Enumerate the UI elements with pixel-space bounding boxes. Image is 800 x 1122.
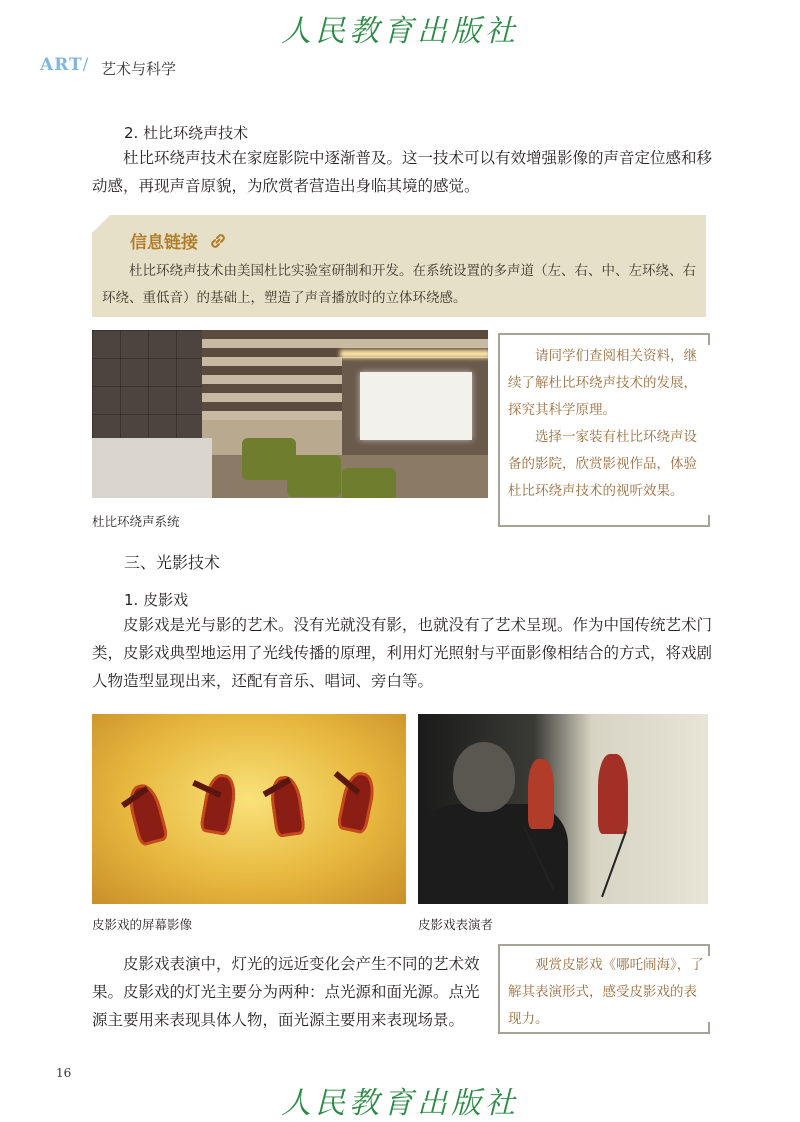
theater-light-strip xyxy=(340,350,488,358)
figure-caption-performer: 皮影戏表演者 xyxy=(418,917,494,932)
dolby-heading: 2. 杜比环绕声技术 xyxy=(124,124,249,142)
publisher-logo-top: 人民教育出版社 xyxy=(281,14,519,49)
link-icon xyxy=(208,231,228,251)
theater-chair xyxy=(287,455,341,497)
info-box-text: 杜比环绕声技术由美国杜比实验室研制和开发。在系统设置的多声道（左、右、中、左环绕、右环绕、重低音）的基础上，塑造了声音播放时的立体环绕感。 xyxy=(102,263,696,306)
theater-sofa xyxy=(92,438,212,498)
figure-caption-dolby: 杜比环绕声系统 xyxy=(92,514,180,529)
performer-head xyxy=(453,742,515,812)
home-theater-photo xyxy=(92,330,488,498)
side-note-para-2: 选择一家装有杜比环绕声设备的影院，欣赏影视作品，体验杜比环绕声技术的视听效果。 xyxy=(508,429,697,499)
side-note-2-text: 观赏皮影戏《哪吒闹海》，了解其表演形式，感受皮影戏的表现力。 xyxy=(508,957,704,1027)
publisher-logo-bottom: 人民教育出版社 xyxy=(281,1086,519,1121)
puppet-figure xyxy=(598,754,628,834)
header-slash: / xyxy=(82,55,90,75)
info-box-title-text: 信息链接 xyxy=(130,233,198,253)
section-heading-light-shadow: 三、光影技术 xyxy=(124,553,221,572)
dolby-paragraph: 杜比环绕声技术在家庭影院中逐渐普及。这一技术可以有效增强影像的声音定位感和移动感，再现声音原貌，为欣赏者营造出身临其境的感觉。 xyxy=(92,149,713,195)
puppet-figure xyxy=(528,759,554,829)
projection-screen xyxy=(360,372,472,440)
shadow-play-heading: 1. 皮影戏 xyxy=(124,591,189,609)
side-note-box xyxy=(498,333,708,527)
shadow-play-paragraph: 皮影戏是光与影的艺术。没有光就没有影，也就没有了艺术呈现。作为中国传统艺术门类，皮影戏典型地运用了光线传播的原理，利用灯光照射与平面影像相结合的方式，将戏剧人物造型显现出来，还配有音乐、唱词、旁白等。 xyxy=(92,616,713,690)
puppet-stick xyxy=(601,831,627,897)
lighting-paragraph: 皮影戏表演中，灯光的远近变化会产生不同的艺术效果。皮影戏的灯光主要分为两种：点光源和面光源。点光源主要用来表现具体人物，面光源主要用来表现场景。 xyxy=(92,955,480,1029)
shadow-puppet-screen-photo xyxy=(92,714,406,904)
header-book-title: 艺术与科学 xyxy=(101,60,177,78)
theater-chair xyxy=(342,468,396,498)
side-note-box-2 xyxy=(498,944,708,1034)
info-box-title xyxy=(130,228,228,253)
shadow-play-performer-photo xyxy=(418,714,708,904)
header-art-text: ART xyxy=(40,55,83,75)
figure-caption-shadow-screen: 皮影戏的屏幕影像 xyxy=(92,917,193,932)
puppet-figure xyxy=(199,772,239,836)
page-number: 16 xyxy=(56,1066,72,1080)
side-note-para-1: 请同学们查阅相关资料，继续了解杜比环绕声技术的发展，探究其科学原理。 xyxy=(508,348,697,418)
header-art-label xyxy=(40,55,89,75)
